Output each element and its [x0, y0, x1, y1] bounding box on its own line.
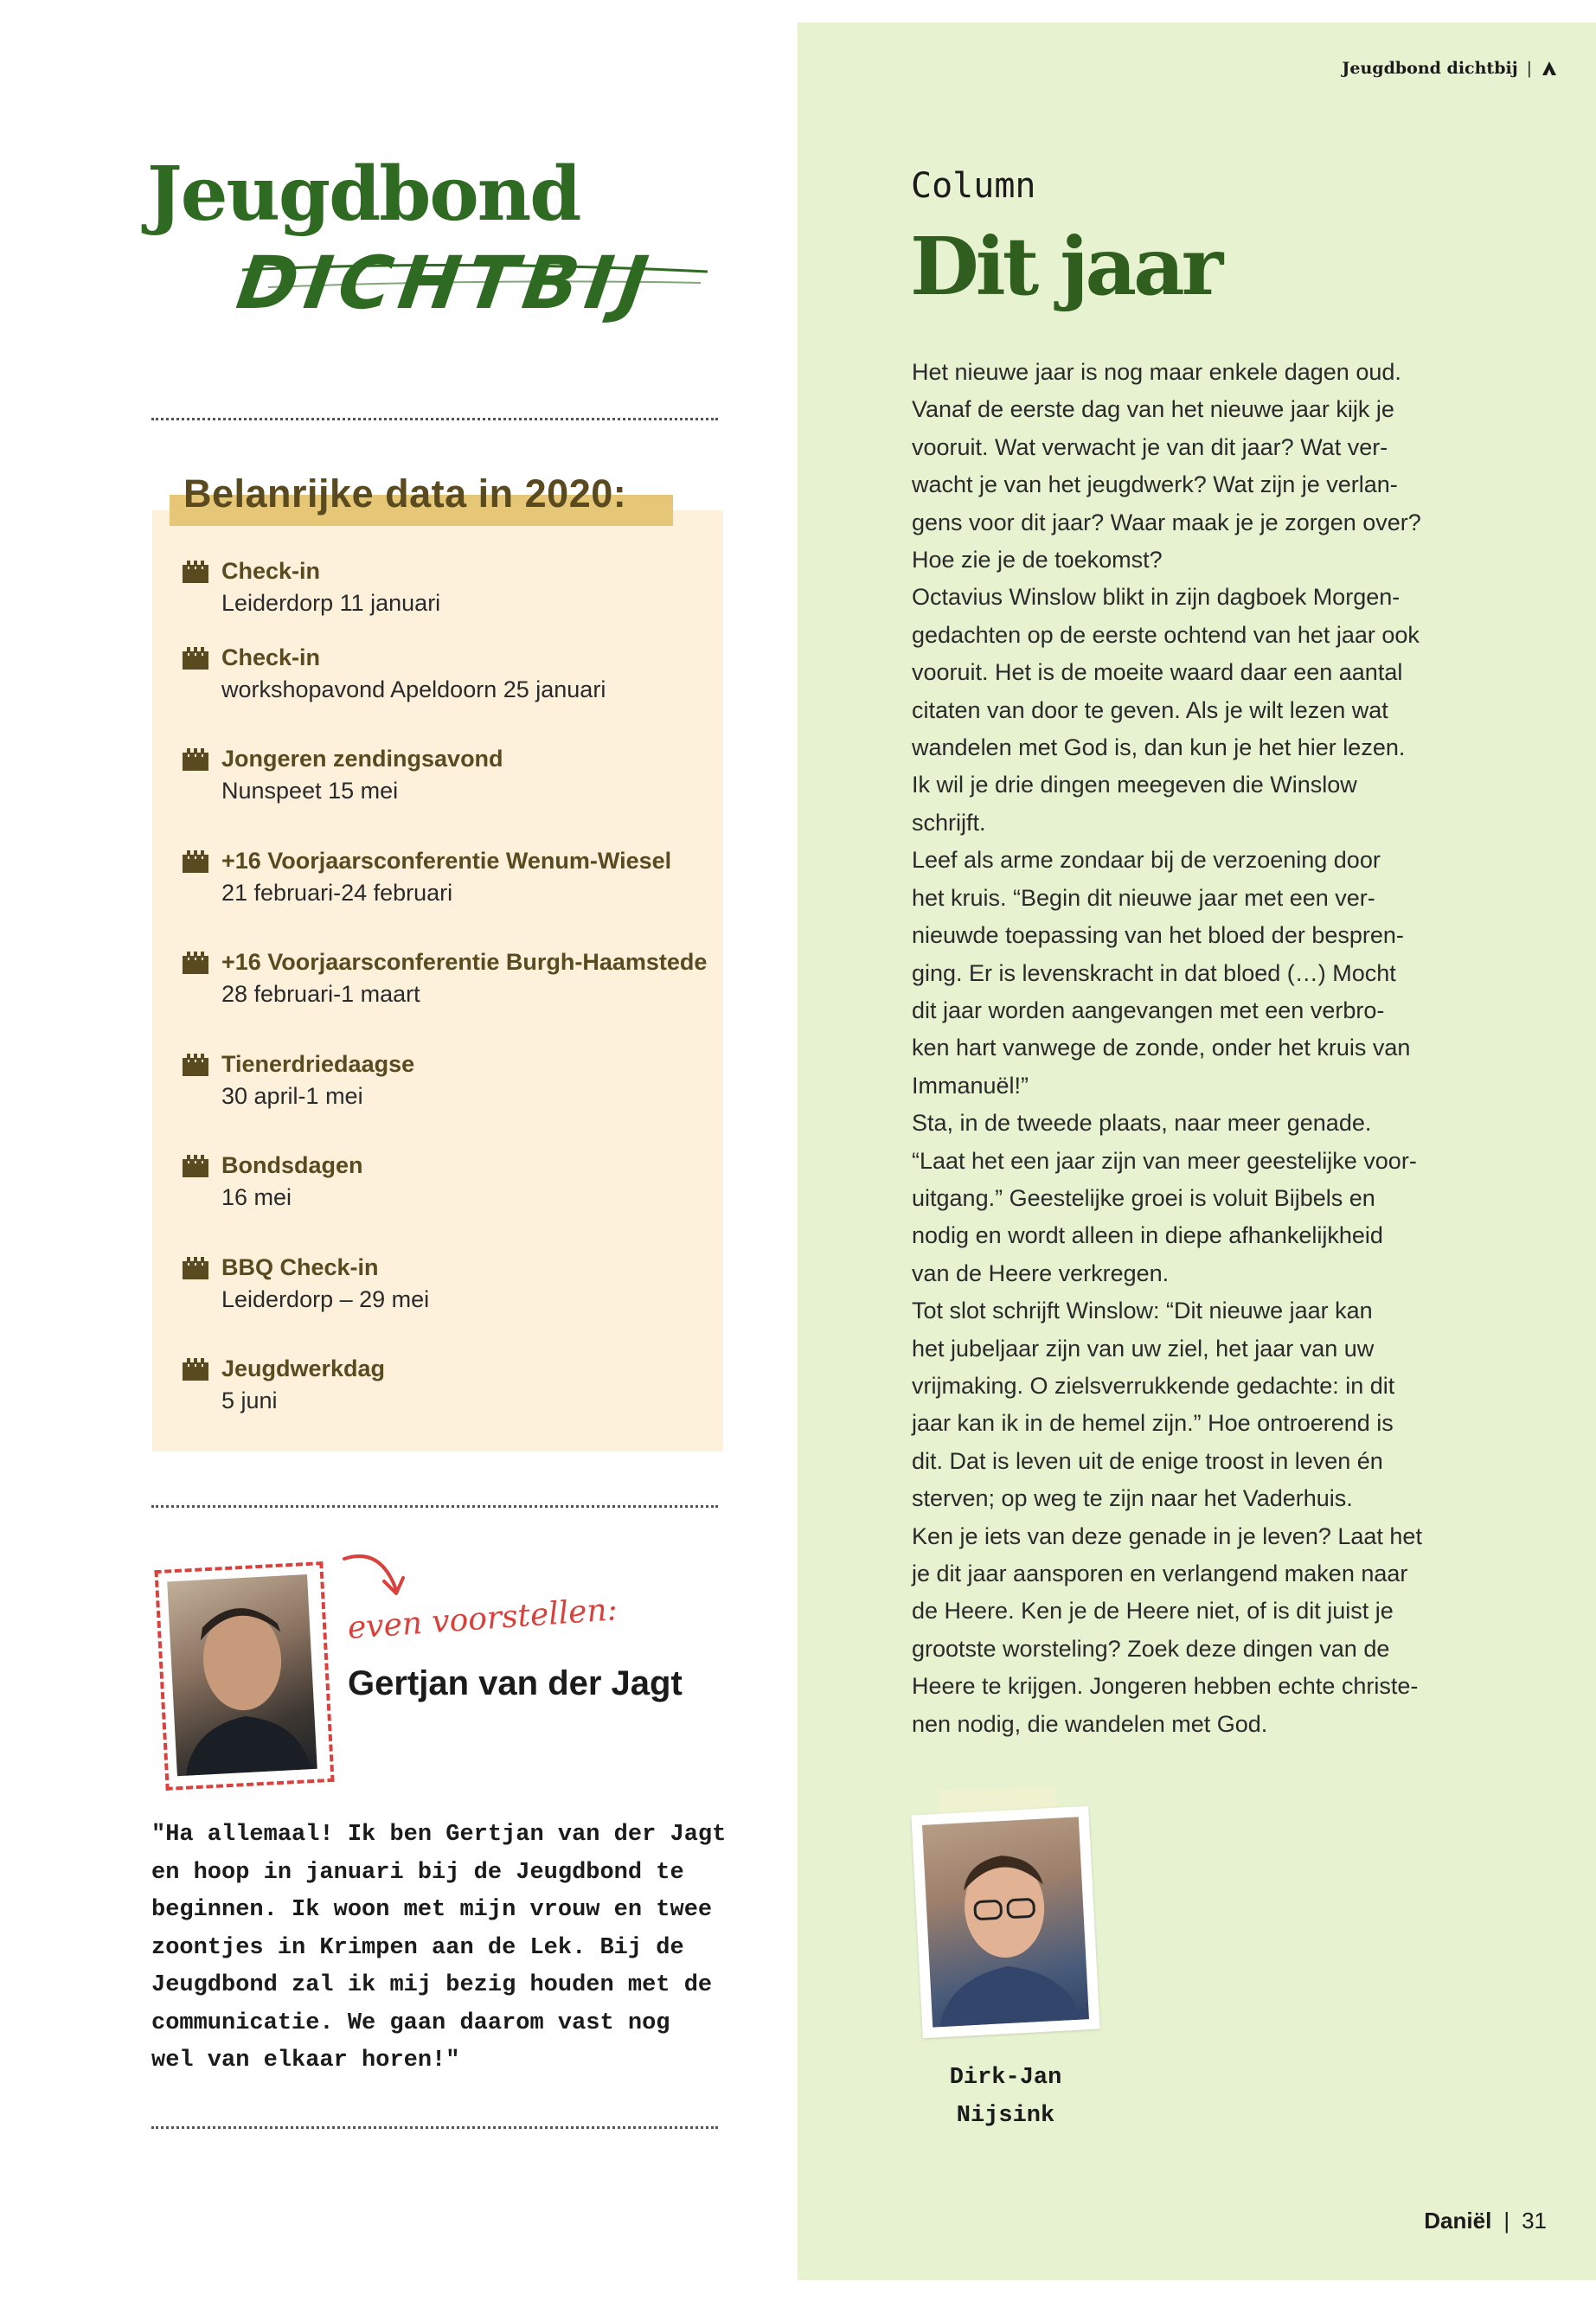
author-last: Nijsink [956, 2103, 1055, 2129]
column-line: van de Heere verkregen. [912, 1259, 1170, 1286]
introduce-name: Gertjan van der Jagt [348, 1664, 683, 1702]
column-line: Het nieuwe jaar is nog maar enkele dagen oud. [912, 359, 1401, 385]
arrow-logo-icon [1541, 60, 1558, 77]
quote-line: wel van elkaar horen!" [151, 2048, 460, 2073]
column-line: nodig en wordt alleen in diepe afhankelijkheid [912, 1222, 1383, 1249]
introduce-quote [151, 1817, 740, 2080]
date-detail: 16 mei [221, 1184, 292, 1210]
date-title: +16 Voorjaarsconferentie Burgh-Haamstede [221, 949, 708, 975]
calendar-icon [182, 646, 209, 670]
date-detail: Leiderdorp – 29 mei [221, 1286, 430, 1312]
quote-line: communicatie. We gaan daarom vast nog [151, 2009, 670, 2036]
column-line: het kruis. “Begin dit nieuwe jaar met een ver- [912, 884, 1375, 911]
date-detail: 28 februari-1 maart [221, 981, 420, 1007]
dates-heading: Belanrijke data in 2020: [183, 471, 627, 516]
column-line: jaar kan ik in de hemel zijn.” Hoe ontroerend is [912, 1410, 1394, 1437]
quote-line: zoontjes in Krimpen aan de Lek. Bij de [151, 1934, 684, 1961]
column-line: vooruit. Het is de moeite waard daar een aantal [912, 659, 1403, 686]
column-line: schrijft. [912, 809, 986, 836]
column-line: Octavius Winslow blikt in zijn dagboek Morgen- [912, 584, 1401, 611]
date-title: Check-in [221, 644, 321, 670]
column-label: Column [911, 166, 1036, 206]
calendar-icon [182, 747, 209, 772]
column-line: vrijmaking. O zielsverrukkende gedachte: in dit [912, 1372, 1395, 1399]
date-detail: 5 juni [221, 1388, 278, 1413]
column-line: gens voor dit jaar? Waar maak je je zorgen over? [912, 509, 1421, 535]
column-line: Vanaf de eerste dag van het nieuwe jaar kijk je [912, 396, 1394, 423]
calendar-icon [182, 1256, 209, 1280]
calendar-icon [182, 951, 209, 975]
date-detail: workshopavond Apeldoorn 25 januari [221, 676, 606, 702]
footer-separator: | [1503, 2208, 1510, 2234]
calendar-icon [182, 560, 209, 584]
header-section: Jeugdbond dichtbij [1342, 59, 1518, 78]
column-line: Ken je iets van deze genade in je leven? Laat het [912, 1522, 1422, 1549]
column-line: ken hart vanwege de zonde, onder het kruis van [912, 1035, 1411, 1061]
column-line: wacht je van het jeugdwerk? Wat zijn je verlan- [912, 471, 1398, 498]
calendar-icon [182, 1357, 209, 1381]
quote-line: beginnen. Ik woon met mijn vrouw en twee [151, 1897, 713, 1923]
column-line: nen nodig, die wandelen met God. [912, 1710, 1268, 1737]
column-line: de Heere. Ken je de Heere niet, of is dit juist je [912, 1598, 1394, 1625]
column-title: Dit jaar [910, 220, 1221, 313]
quote-line: "Ha allemaal! Ik ben Gertjan van der Jagt [151, 1822, 727, 1848]
column-line: grootste worsteling? Zoek deze dingen van de [912, 1635, 1390, 1662]
date-title: +16 Voorjaarsconferentie Wenum-Wiesel [221, 848, 672, 874]
author-photo-frame [911, 1806, 1099, 2038]
brand-subtitle: DICHTBIJ [232, 240, 660, 325]
date-detail: Leiderdorp 11 januari [221, 590, 441, 616]
column-line: Leef als arme zondaar bij de verzoening door [912, 847, 1381, 874]
column-line: Immanuël!” [912, 1072, 1029, 1099]
author-photo [922, 1817, 1089, 2027]
column-line: Ik wil je drie dingen meegeven die Winslow [912, 772, 1357, 798]
page-footer [1424, 2208, 1547, 2234]
column-line: Sta, in de tweede plaats, naar meer genade. [912, 1110, 1372, 1137]
column-line: nieuwde toepassing van het bloed der bespren- [912, 922, 1404, 949]
author-name [917, 2059, 1094, 2135]
column-line: uitgang.” Geestelijke groei is voluit Bijbels en [912, 1184, 1375, 1211]
divider [151, 418, 718, 420]
introduce-label: even voorstellen: [346, 1592, 619, 1646]
column-line: vooruit. Wat verwacht je van dit jaar? Wat ver- [912, 433, 1388, 460]
column-line: dit jaar worden aangevangen met een verbro- [912, 997, 1385, 1023]
column-line: het jubeljaar zijn van uw ziel, het jaar van uw [912, 1335, 1375, 1362]
column-body [912, 354, 1569, 1743]
column-line: Tot slot schrijft Winslow: “Dit nieuwe jaar kan [912, 1298, 1373, 1324]
divider [151, 2126, 718, 2129]
brand-title: Jeugdbond [147, 151, 580, 238]
column-line: gedachten op de eerste ochtend van het jaar ook [912, 621, 1420, 648]
profile-photo-frame [154, 1561, 334, 1791]
magazine-name: Daniël [1424, 2208, 1492, 2234]
column-line: dit. Dat is leven uit de enige troost in leven én [912, 1447, 1383, 1474]
author-first: Dirk-Jan [949, 2065, 1062, 2091]
calendar-icon [182, 1053, 209, 1077]
calendar-icon [182, 849, 209, 874]
column-line: Hoe zie je de toekomst? [912, 547, 1163, 574]
running-header [1342, 59, 1558, 78]
column-line: wandelen met God is, dan kun je het hier lezen. [912, 734, 1406, 761]
date-title: BBQ Check-in [221, 1254, 379, 1280]
date-detail: Nunspeet 15 mei [221, 778, 399, 804]
column-line: sterven; op weg te zijn naar het Vaderhuis. [912, 1485, 1353, 1512]
quote-line: en hoop in januari bij de Jeugdbond te [151, 1859, 684, 1886]
calendar-icon [182, 1154, 209, 1178]
quote-line: Jeugdbond zal ik mij bezig houden met de [151, 1972, 713, 1998]
date-title: Check-in [221, 558, 321, 584]
date-title: Jongeren zendingsavond [221, 746, 503, 772]
divider [151, 1505, 718, 1508]
date-title: Tienerdriedaagse [221, 1051, 415, 1077]
date-detail: 30 april-1 mei [221, 1083, 363, 1109]
column-line: Heere te krijgen. Jongeren hebben echte christe- [912, 1673, 1419, 1700]
date-title: Jeugdwerkdag [221, 1356, 386, 1381]
header-separator: | [1526, 59, 1532, 78]
date-detail: 21 februari-24 februari [221, 880, 453, 906]
date-title: Bondsdagen [221, 1152, 363, 1178]
column-line: “Laat het een jaar zijn van meer geestelijke voor- [912, 1147, 1417, 1174]
profile-photo [167, 1574, 317, 1776]
column-line: je dit jaar aansporen en verlangend maken naar [912, 1561, 1408, 1586]
column-line: ging. Er is levenskracht in dat bloed (…) Mocht [912, 959, 1396, 986]
column-line: citaten van door te geven. Als je wilt lezen wat [912, 696, 1388, 723]
page-number: 31 [1522, 2208, 1547, 2234]
